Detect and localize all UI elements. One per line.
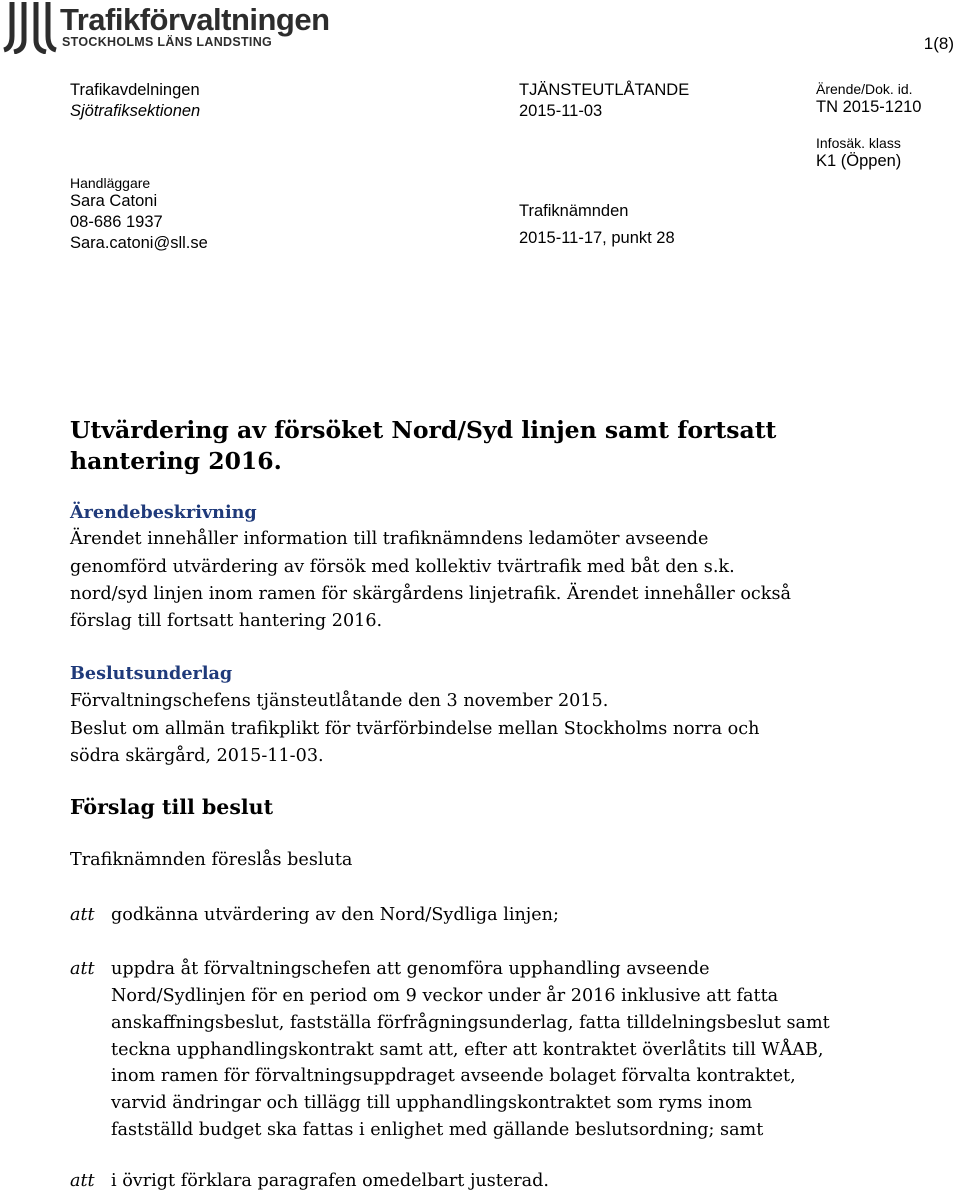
- basis-line: södra skärgård, 2015-11-03.: [70, 746, 324, 766]
- att-marker: att: [70, 959, 95, 979]
- handler-label: Handläggare: [70, 175, 151, 191]
- document-type: TJÄNSTEUTLÅTANDE: [519, 81, 690, 99]
- basis-heading: Beslutsunderlag: [70, 663, 233, 684]
- description-heading: Ärendebeskrivning: [70, 502, 257, 523]
- info-class-value: K1 (Öppen): [816, 152, 902, 170]
- case-id-label: Ärende/Dok. id.: [816, 81, 913, 97]
- handler-name: Sara Catoni: [70, 192, 158, 210]
- proposal-heading: Förslag till beslut: [70, 795, 274, 819]
- document-title-line-1: Utvärdering av försöket Nord/Syd linjen samt fortsatt: [70, 416, 777, 444]
- document-date: 2015-11-03: [519, 102, 603, 120]
- sender-department: Trafikavdelningen: [70, 81, 200, 99]
- clause-line: Nord/Sydlinjen för en period om 9 veckor under år 2016 inklusive att fatta: [111, 986, 779, 1006]
- logo-org-name: Trafikförvaltningen: [60, 2, 330, 37]
- clause-line: inom ramen för förvaltningsuppdraget avseende bolaget förvalta kontraktet,: [111, 1066, 796, 1086]
- page-number: 1(8): [923, 34, 954, 53]
- clause-line: teckna upphandlingskontrakt samt att, efter att kontraktet överlåtits till WÅAB,: [111, 1040, 824, 1060]
- logo-sub-name: STOCKHOLMS LÄNS LANDSTING: [62, 35, 273, 49]
- case-id-value: TN 2015-1210: [816, 98, 922, 116]
- description-line: förslag till fortsatt hantering 2016.: [70, 611, 383, 631]
- organization-logo: [0, 0, 330, 56]
- clause-line: uppdra åt förvaltningschefen att genomföra upphandling avseende: [111, 959, 710, 979]
- proposal-intro: Trafiknämnden föreslås besluta: [70, 850, 353, 870]
- sll-logo-mark-icon: [2, 2, 58, 54]
- basis-line: Förvaltningschefens tjänsteutlåtande den 3 november 2015.: [70, 691, 609, 711]
- att-marker: att: [70, 905, 95, 925]
- meeting-reference: 2015-11-17, punkt 28: [519, 229, 675, 247]
- info-class-label: Infosäk. klass: [816, 135, 901, 151]
- clause-line: varvid ändringar och tillägg till upphandlingskontraktet som ryms inom: [111, 1093, 753, 1113]
- clause-line: i övrigt förklara paragrafen omedelbart justerad.: [111, 1171, 550, 1191]
- handler-phone: 08-686 1937: [70, 213, 163, 231]
- clause-line: fastställd budget ska fattas i enlighet med gällande beslutsordning; samt: [111, 1120, 764, 1140]
- sender-section: Sjötrafiksektionen: [70, 102, 201, 120]
- description-line: Ärendet innehåller information till trafiknämndens ledamöter avseende: [70, 529, 709, 549]
- description-line: nord/syd linjen inom ramen för skärgårdens linjetrafik. Ärendet innehåller också: [70, 584, 791, 604]
- clause-line: anskaffningsbeslut, fastställa förfrågningsunderlag, fatta tilldelningsbeslut samt: [111, 1013, 830, 1033]
- description-line: genomförd utvärdering av försök med kollektiv tvärtrafik med båt den s.k.: [70, 557, 735, 577]
- basis-line: Beslut om allmän trafikplikt för tvärförbindelse mellan Stockholms norra och: [70, 719, 760, 739]
- handler-email[interactable]: Sara.catoni@sll.se: [70, 234, 208, 252]
- att-marker: att: [70, 1171, 95, 1191]
- board-name: Trafiknämnden: [519, 202, 629, 220]
- clause-line: godkänna utvärdering av den Nord/Sydliga linjen;: [111, 905, 559, 925]
- document-title-line-2: hantering 2016.: [70, 447, 282, 475]
